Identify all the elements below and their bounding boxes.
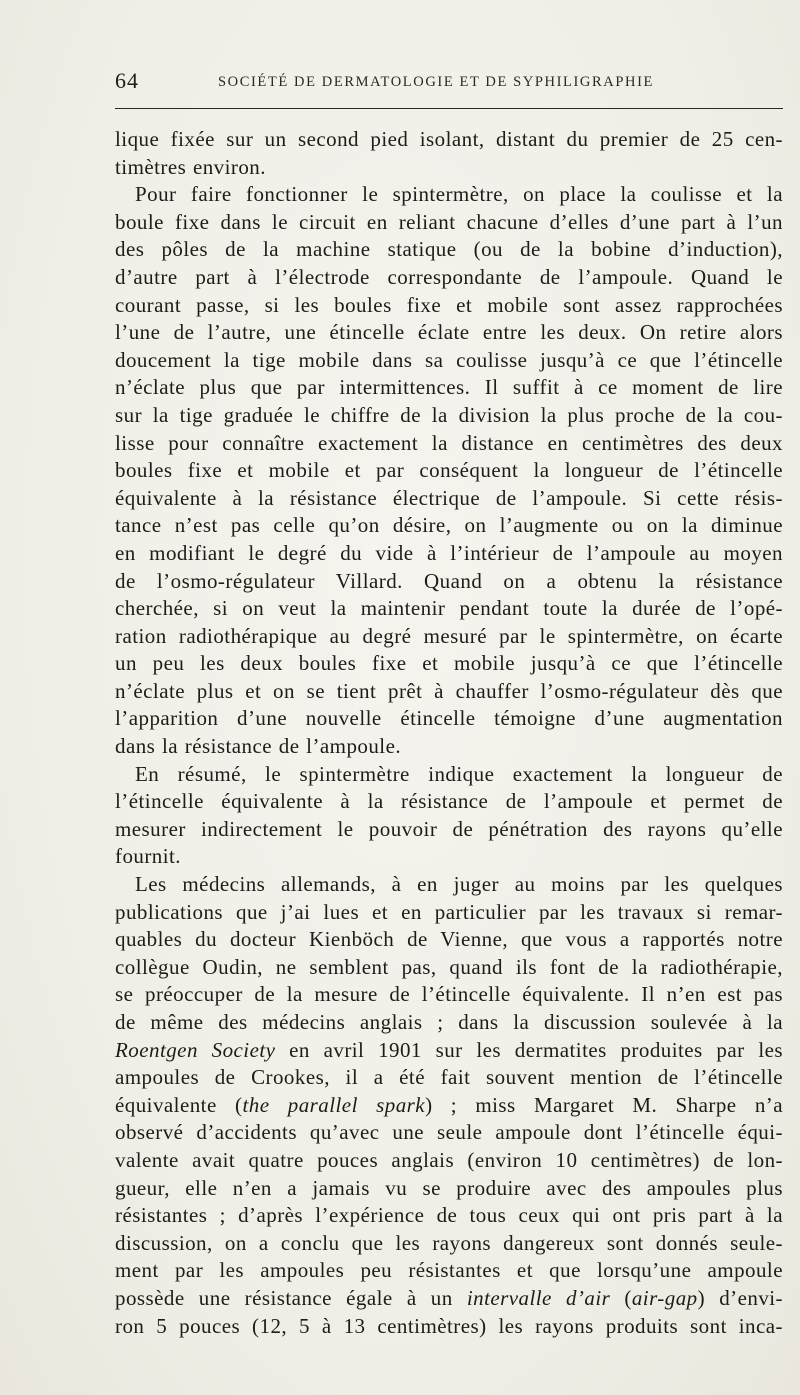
text-line: l’apparition d’une nouvelle étincelle témoigne d’une augmentation xyxy=(115,706,783,731)
text-line: tance n’est pas celle qu’on désire, on l’augmente ou on la diminue xyxy=(115,513,783,538)
text-line: résistantes ; d’après l’expérience de tous ceux qui ont pris part à la xyxy=(115,1203,783,1228)
text-line: quables du docteur Kienböch de Vienne, que vous a rapportés notre xyxy=(115,927,783,952)
text-line: l’étincelle équivalente à la résistance de l’ampoule et permet de xyxy=(115,789,783,814)
text-line: Les médecins allemands, à en juger au moins par les quelques xyxy=(135,872,783,897)
text-line: d’autre part à l’électrode correspondante de l’ampoule. Quand le xyxy=(115,264,783,289)
text-line: cherchée, si on veut la maintenir pendant toute la durée de l’opé- xyxy=(115,596,783,621)
text-line xyxy=(115,1285,783,1313)
text-line: des pôles de la machine statique (ou de la bobine d’induction), xyxy=(115,237,783,262)
text-line: n’éclate plus que par intermittences. Il suffit à ce moment de lire xyxy=(115,375,783,400)
text-line: courant passe, si les boules fixe et mobile sont assez rapprochées xyxy=(115,292,783,317)
text-line: collègue Oudin, ne semblent pas, quand ils font de la radiothérapie, xyxy=(115,954,783,979)
text-line xyxy=(115,1092,783,1120)
text-line: ment par les ampoules peu résistantes et que lorsqu’une ampoule xyxy=(115,1258,783,1283)
text-line: observé d’accidents qu’avec une seule ampoule dont l’étincelle équi- xyxy=(115,1120,783,1145)
text-line: l’une de l’autre, une étincelle éclate entre les deux. On retire alors xyxy=(115,320,783,345)
italic-text: Roentgen Society xyxy=(115,1037,276,1062)
text-segment: équivalente ( xyxy=(115,1092,243,1117)
text-line: ampoules de Crookes, il a été fait souvent mention de l’étincelle xyxy=(115,1065,783,1090)
body-text xyxy=(115,126,783,1340)
text-line: n’éclate plus et on se tient prêt à chauffer l’osmo-régulateur dès que xyxy=(115,678,783,703)
text-line: sur la tige graduée le chiffre de la division la plus proche de la cou- xyxy=(115,402,783,427)
header-rule xyxy=(115,108,783,109)
text-segment: en avril 1901 sur les dermatites produites par les xyxy=(275,1037,783,1062)
text-line: équivalente à la résistance électrique de l’ampoule. Si cette résis- xyxy=(115,485,783,510)
text-line: lisse pour connaître exactement la distance en centimètres des deux xyxy=(115,430,783,455)
text-line: fournit. xyxy=(115,844,182,869)
text-line: en modifiant le degré du vide à l’intérieur de l’ampoule au moyen xyxy=(115,540,783,565)
text-line xyxy=(115,1037,783,1065)
italic-text: intervalle d’air xyxy=(466,1285,611,1310)
text-line: ron 5 pouces (12, 5 à 13 centimètres) les rayons produits sont inca- xyxy=(115,1313,783,1338)
text-segment: ) d’envi- xyxy=(697,1285,783,1310)
page-header xyxy=(115,66,783,100)
text-line: publications que j’ai lues et en particulier par les travaux si remar- xyxy=(115,899,783,924)
text-line: doucement la tige mobile dans sa coulisse jusqu’à ce que l’étincelle xyxy=(115,347,783,372)
text-line: boules fixe et mobile et par conséquent la longueur de l’étincelle xyxy=(115,458,783,483)
running-title: SOCIÉTÉ DE DERMATOLOGIE ET DE SYPHILIGRAPHIE xyxy=(218,74,654,90)
text-line: Pour faire fonctionner le spintermètre, on place la coulisse et la xyxy=(135,182,783,207)
text-line: discussion, on a conclu que les rayons dangereux sont donnés seule- xyxy=(115,1230,783,1255)
text-line: mesurer indirectement le pouvoir de pénétration des rayons qu’elle xyxy=(115,816,783,841)
text-segment: possède une résistance égale à un xyxy=(115,1285,467,1310)
text-line: boule fixe dans le circuit en reliant chacune d’elles d’une part à l’un xyxy=(115,209,783,234)
text-line: valente avait quatre pouces anglais (environ 10 centimètres) de lon- xyxy=(115,1147,783,1172)
text-line: de même des médecins anglais ; dans la discussion soulevée à la xyxy=(115,1010,783,1034)
text-line: un peu les deux boules fixe et mobile jusqu’à ce que l’étincelle xyxy=(115,651,783,676)
text-segment: ( xyxy=(610,1285,632,1310)
page-number: 64 xyxy=(115,68,139,93)
text-line: dans la résistance de l’ampoule. xyxy=(115,734,402,759)
italic-text: air-gap xyxy=(631,1285,698,1310)
text-line: ration radiothérapique au degré mesuré par le spintermètre, on écarte xyxy=(115,623,783,648)
text-line: gueur, elle n’en a jamais vu se produire avec des ampoules plus xyxy=(115,1175,783,1200)
text-line: En résumé, le spintermètre indique exactement la longueur de xyxy=(135,761,783,786)
text-line: de l’osmo-régulateur Villard. Quand on a obtenu la résistance xyxy=(115,568,783,593)
text-line: se préoccuper de la mesure de l’étincelle équivalente. Il n’en est pas xyxy=(115,982,783,1007)
italic-text: the parallel spark xyxy=(242,1092,426,1117)
text-segment: ) ; miss Margaret M. Sharpe n’a xyxy=(425,1092,783,1117)
text-line: timètres environ. xyxy=(115,154,266,179)
text-line: lique fixée sur un second pied isolant, distant du premier de 25 cen- xyxy=(115,127,783,151)
